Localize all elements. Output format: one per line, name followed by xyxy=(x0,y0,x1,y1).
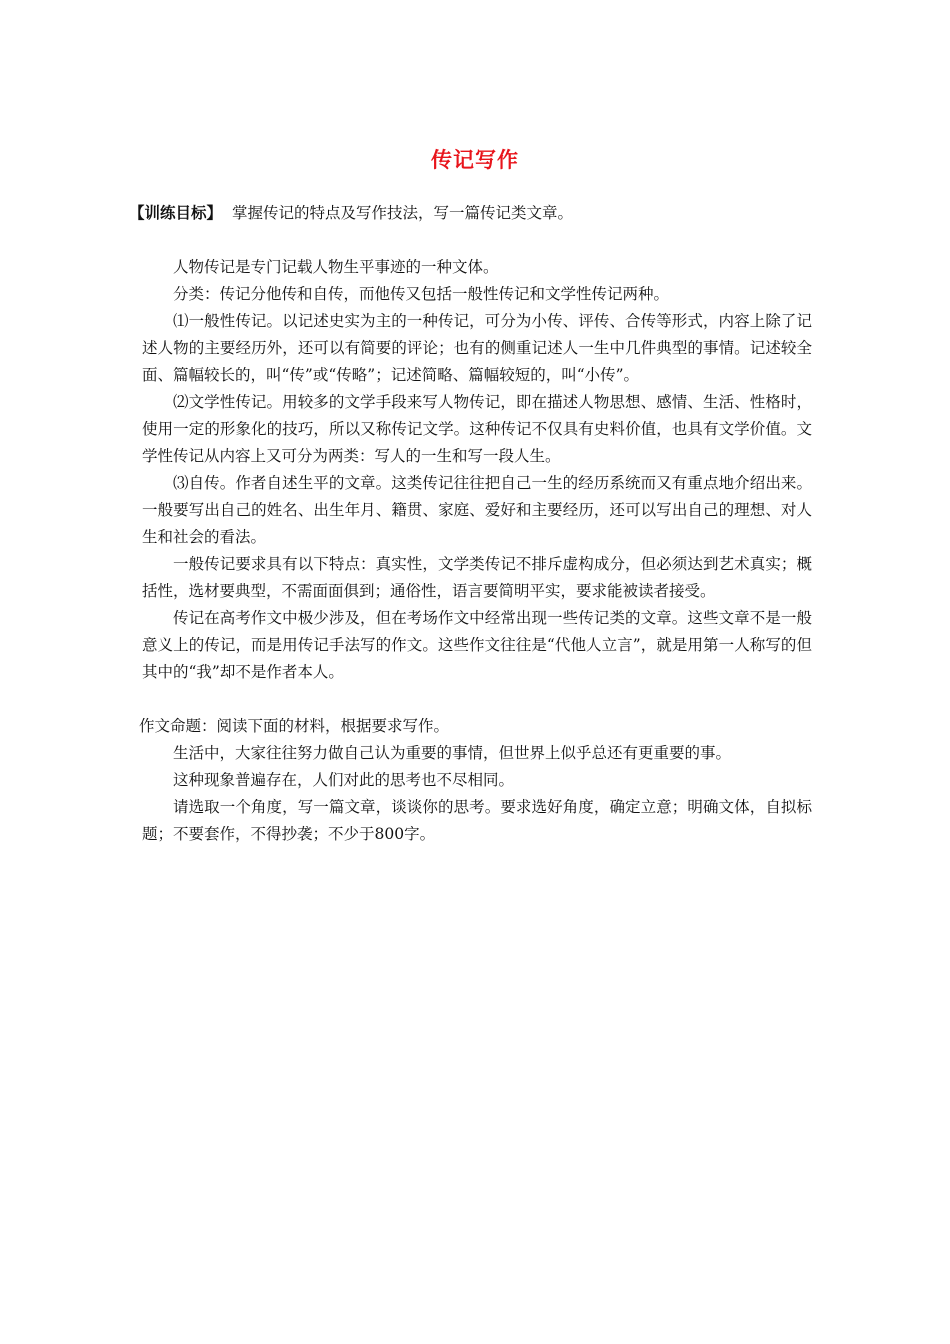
paragraph-general-biography: ⑴一般性传记。以记述史实为主的一种传记，可分为小传、评传、合传等形式，内容上除了记述人物的主要经历外，还可以有简要的评论；也有的侧重记述人一生中几件典型的事情。记述较全面、篇幅较长的，叫“传”或“传略”；记述简略、篇幅较短的，叫“小传”。 xyxy=(142,312,812,384)
prompt-heading: 作文命题：阅读下面的材料，根据要求写作。 xyxy=(139,717,450,735)
paragraph-features: 一般传记要求具有以下特点：真实性，文学类传记不排斥虚构成分，但必须达到艺术真实；概括性，选材要典型，不需面面俱到；通俗性，语言要简明平实，要求能被读者接受。 xyxy=(142,555,812,600)
paragraph-literary-biography: ⑵文学性传记。用较多的文学手段来写人物传记，即在描述人物思想、感情、生活、性格时，使用一定的形象化的技巧，所以又称传记文学。这种传记不仅具有史料价值，也具有文学价值。文学性传记从内容上又可分为两类：写人的一生和写一段人生。 xyxy=(142,393,812,465)
training-goal xyxy=(129,202,573,224)
paragraph-exam-usage: 传记在高考作文中极少涉及，但在考场作文中经常出现一些传记类的文章。这些文章不是一般意义上的传记，而是用传记手法写的作文。这些作文往往是“代他人立言”，就是用第一人称写的但其中的“我”却不是作者本人。 xyxy=(142,609,812,681)
paragraph-autobiography: ⑶自传。作者自述生平的文章。这类传记往往把自己一生的经历系统而又有重点地介绍出来。一般要写出自己的姓名、出生年月、籍贯、家庭、爱好和主要经历，还可以写出自己的理想、对人生和社会的看法。 xyxy=(142,474,812,546)
page-title: 传记写作 xyxy=(431,147,519,172)
paragraph-intro: 人物传记是专门记载人物生平事迹的一种文体。 xyxy=(173,258,499,276)
prompt-line-3: 请选取一个角度，写一篇文章，谈谈你的思考。要求选好角度，确定立意；明确文体，自拟标题；不要套作，不得抄袭；不少于800字。 xyxy=(142,798,812,843)
prompt-line-1: 生活中，大家往往努力做自己认为重要的事情，但世界上似乎总还有更重要的事。 xyxy=(173,744,732,762)
training-goal-text: 掌握传记的特点及写作技法，写一篇传记类文章。 xyxy=(232,204,574,222)
paragraph-classification: 分类：传记分他传和自传，而他传又包括一般性传记和文学性传记两种。 xyxy=(173,285,670,303)
article-body xyxy=(139,254,812,848)
prompt-line-2: 这种现象普遍存在，人们对此的思考也不尽相同。 xyxy=(173,771,515,789)
training-goal-label: 【训练目标】 xyxy=(129,204,223,222)
